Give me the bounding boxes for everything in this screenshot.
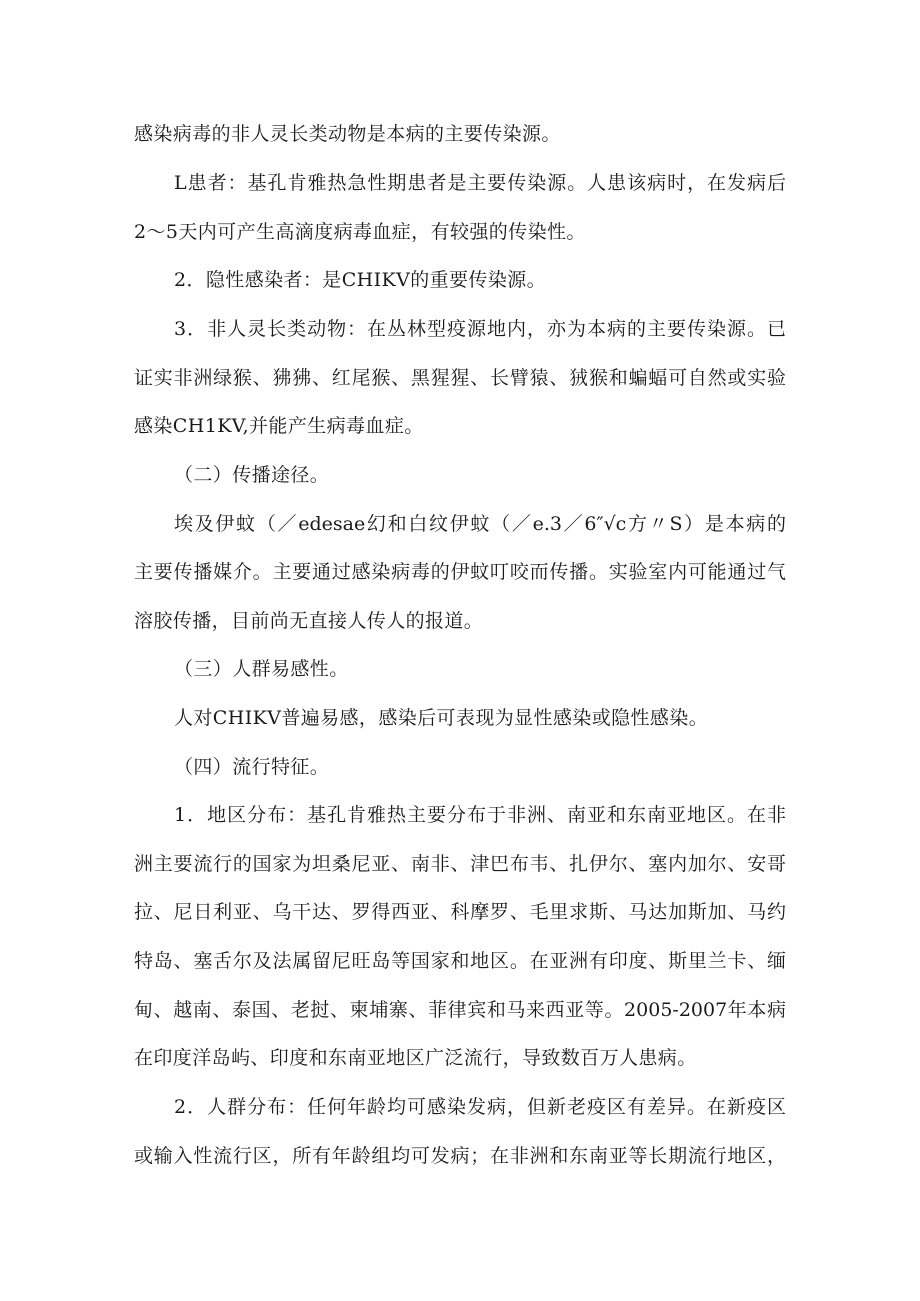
paragraph-line: 2～5天内可产生高滴度病毒血症，有较强的传染性。 — [134, 221, 586, 243]
paragraph-line: 2．隐性感染者：是CHIKV的重要传染源。 — [174, 269, 547, 291]
paragraph-line: 3．非人灵长类动物：在丛林型疫源地内，亦为本病的主要传染源。已 — [174, 318, 786, 340]
section-heading: （三）人群易感性。 — [174, 658, 349, 680]
paragraph-line: 在印度洋岛屿、印度和东南亚地区广泛流行，导致数百万人患病。 — [134, 1047, 697, 1069]
paragraph-line: 溶胶传播，目前尚无直接人传人的报道。 — [134, 610, 484, 632]
paragraph-line: 1．地区分布：基孔肯雅热主要分布于非洲、南亚和东南亚地区。在非 — [174, 804, 786, 826]
section-heading: （四）流行特征。 — [174, 756, 330, 778]
paragraph-line: 证实非洲绿猴、狒狒、红尾猴、黑猩猩、长臂猿、狨猴和蝙蝠可自然或实验 — [134, 367, 786, 389]
paragraph-line: 特岛、塞舌尔及法属留尼旺岛等国家和地区。在亚洲有印度、斯里兰卡、缅 — [134, 950, 786, 972]
paragraph-line: L患者：基孔肯雅热急性期患者是主要传染源。人患该病时，在发病后 — [174, 172, 786, 194]
paragraph-line: 洲主要流行的国家为坦桑尼亚、南非、津巴布韦、扎伊尔、塞内加尔、安哥 — [134, 853, 786, 875]
paragraph-line: 人对CHIKV普遍易感，感染后可表现为显性感染或隐性感染。 — [174, 707, 709, 729]
paragraph-line: 甸、越南、泰国、老挝、柬埔寨、菲律宾和马来西亚等。2005-2007年本病 — [134, 999, 786, 1021]
paragraph-line: 拉、尼日利亚、乌干达、罗得西亚、科摩罗、毛里求斯、马达加斯加、马约 — [134, 901, 786, 923]
paragraph-line: 或输入性流行区，所有年龄组均可发病；在非洲和东南亚等长期流行地区， — [134, 1145, 786, 1167]
paragraph-line: 感染病毒的非人灵长类动物是本病的主要传染源。 — [134, 123, 561, 145]
section-heading: （二）传播途径。 — [174, 464, 330, 486]
paragraph-line: 埃及伊蚊（／edesae幻和白纹伊蚊（／e.3／6″√c方〃S）是本病的 — [174, 513, 786, 535]
paragraph-line: 主要传播媒介。主要通过感染病毒的伊蚊叮咬而传播。实验室内可能通过气 — [134, 561, 786, 583]
paragraph-line: 2．人群分布：任何年龄均可感染发病，但新老疫区有差异。在新疫区 — [174, 1096, 786, 1118]
paragraph-line: 感染CH1KV,并能产生病毒血症。 — [134, 415, 424, 437]
